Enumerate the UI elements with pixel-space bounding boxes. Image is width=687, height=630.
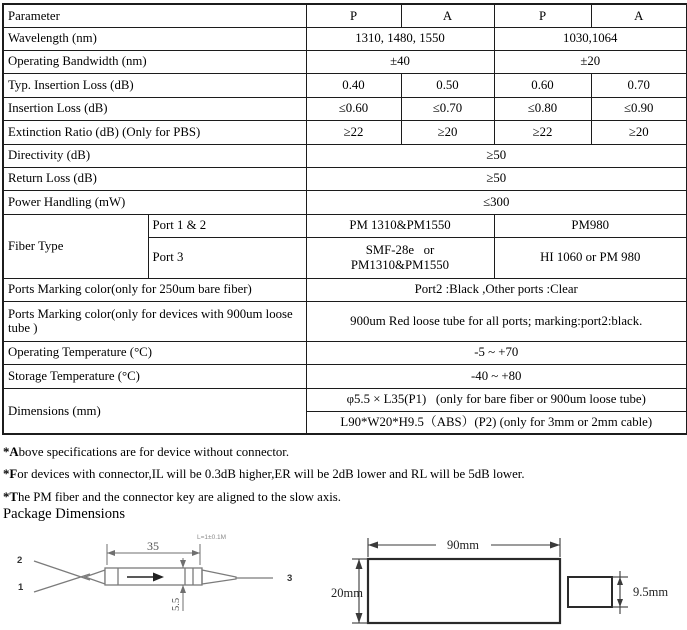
header-col-a2: A <box>591 4 687 27</box>
cell-value: ≥22 <box>494 120 591 144</box>
dim20-label: 20mm <box>331 586 363 600</box>
package-drawing-inline-device <box>0 527 320 630</box>
cell-value: ≤0.80 <box>494 97 591 120</box>
cell-value: ≥22 <box>306 120 401 144</box>
table-row-typ-insertion-loss <box>3 73 687 97</box>
package-dimensions-heading: Package Dimensions <box>3 506 125 522</box>
header-col-p1: P <box>306 4 401 27</box>
dim55-arrow-down <box>180 560 186 568</box>
table-row-fiber-type-port12 <box>3 214 687 237</box>
table-row-return-loss <box>3 167 687 190</box>
footnote-1: *Above specifications are for device without connector. <box>3 445 290 459</box>
box-side-outline <box>568 577 612 607</box>
cell-value: L90*W20*H9.5（ABS）(P2) (only for 3mm or 2mm cable) <box>306 411 687 434</box>
header-parameter: Parameter <box>3 4 306 27</box>
dim95-arrow-up <box>617 577 623 585</box>
cell-value: ≥20 <box>591 120 687 144</box>
cell-value: 0.40 <box>306 73 401 97</box>
cell-line-1: SMF-28e or <box>365 243 435 258</box>
cell-value: 0.50 <box>401 73 494 97</box>
cell-value: ±20 <box>494 50 687 73</box>
table-row-marking-tube <box>3 301 687 341</box>
package-drawing-box <box>330 530 687 630</box>
dim95-arrow-down <box>617 599 623 607</box>
dim20-arrow-up <box>356 559 363 569</box>
row-label: Typ. Insertion Loss (dB) <box>3 73 306 97</box>
row-label-dimensions: Dimensions (mm) <box>3 388 306 434</box>
cell-value: φ5.5 × L35(P1) (only for bare fiber or 900um loose tube) <box>306 388 687 411</box>
footnote-3: *The PM fiber and the connector key are aligned to the slow axis. <box>3 489 341 504</box>
dim35-arrow-left <box>107 550 115 556</box>
row-label-fiber-type: Fiber Type <box>3 214 148 278</box>
cell-value: Port2 :Black ,Other ports :Clear <box>306 278 687 301</box>
cell-value: PM980 <box>494 214 687 237</box>
port2-label: 2 <box>17 555 23 566</box>
cell-value: ≥50 <box>306 144 687 167</box>
table-row-directivity <box>3 144 687 167</box>
cell-value: 1030,1064 <box>494 27 687 50</box>
cell-value: -40 ~ +80 <box>306 364 687 388</box>
cell-value: 0.70 <box>591 73 687 97</box>
cell-value: 1310, 1480, 1550 <box>306 27 494 50</box>
cell-value: ±40 <box>306 50 494 73</box>
cell-value: 900um Red loose tube for all ports; marking:port2:black. <box>306 301 687 341</box>
cell-value: ≤0.90 <box>591 97 687 120</box>
cell-value: -5 ~ +70 <box>306 341 687 364</box>
cell-line-2: PM1310&PM1550 <box>350 257 450 272</box>
cell-value: ≥20 <box>401 120 494 144</box>
row-label: Return Loss (dB) <box>3 167 306 190</box>
table-row-wavelength <box>3 27 687 50</box>
footnote-2: *For devices with connector,IL will be 0.3dB higher,ER will be 2dB lower and RL will be 5dB lower. <box>3 467 525 482</box>
table-row-power-handling <box>3 190 687 214</box>
dim90-arrow-right <box>550 542 560 549</box>
row-label: Wavelength (nm) <box>3 27 306 50</box>
row-label: Directivity (dB) <box>3 144 306 167</box>
cell-value: ≤0.70 <box>401 97 494 120</box>
footnotes <box>3 441 683 508</box>
row-label: Operating Temperature (°C) <box>3 341 306 364</box>
table-row-marking-bare <box>3 278 687 301</box>
port1-label: 1 <box>18 582 24 593</box>
sub-label-port3: Port 3 <box>148 237 306 278</box>
header-col-a1: A <box>401 4 494 27</box>
dim55-label: 5.5 <box>171 597 182 611</box>
row-label: Ports Marking color(only for devices with 900um loose tube ) <box>3 301 306 341</box>
header-col-p2: P <box>494 4 591 27</box>
left-taper <box>85 570 105 584</box>
row-label: Power Handling (mW) <box>3 190 306 214</box>
port3-label: 3 <box>287 573 293 584</box>
dim35-label: 35 <box>147 539 159 553</box>
table-row-storage-temperature <box>3 364 687 388</box>
table-row-bandwidth <box>3 50 687 73</box>
dim20-arrow-down <box>356 613 363 623</box>
cell-value: ≤300 <box>306 190 687 214</box>
row-label: Extinction Ratio (dB) (Only for PBS) <box>3 120 306 144</box>
cell-value: 0.60 <box>494 73 591 97</box>
row-label: Ports Marking color(only for 250um bare fiber) <box>3 278 306 301</box>
table-row-extinction-ratio <box>3 120 687 144</box>
cell-value: HI 1060 or PM 980 <box>494 237 687 278</box>
box-outline <box>368 559 560 623</box>
dim90-arrow-left <box>368 542 378 549</box>
fiber-length-note: L=1±0.1M <box>197 534 227 541</box>
cell-value: ≥50 <box>306 167 687 190</box>
table-row-insertion-loss <box>3 97 687 120</box>
row-label: Storage Temperature (°C) <box>3 364 306 388</box>
row-label: Insertion Loss (dB) <box>3 97 306 120</box>
table-row-header <box>3 4 687 27</box>
dim35-arrow-right <box>192 550 200 556</box>
table-row-operating-temperature <box>3 341 687 364</box>
dim90-label: 90mm <box>447 538 479 552</box>
dim55-arrow-up <box>180 585 186 593</box>
table-row-dimensions-1 <box>3 388 687 411</box>
spec-table <box>2 3 687 435</box>
cell-value: ≤0.60 <box>306 97 401 120</box>
right-taper <box>202 570 236 584</box>
fiber-line-port1 <box>34 574 90 592</box>
row-label: Operating Bandwidth (nm) <box>3 50 306 73</box>
cell-value: PM 1310&PM1550 <box>306 214 494 237</box>
dim95-label: 9.5mm <box>633 585 669 599</box>
sub-label-port12: Port 1 & 2 <box>148 214 306 237</box>
cell-value-multiline <box>306 237 494 278</box>
